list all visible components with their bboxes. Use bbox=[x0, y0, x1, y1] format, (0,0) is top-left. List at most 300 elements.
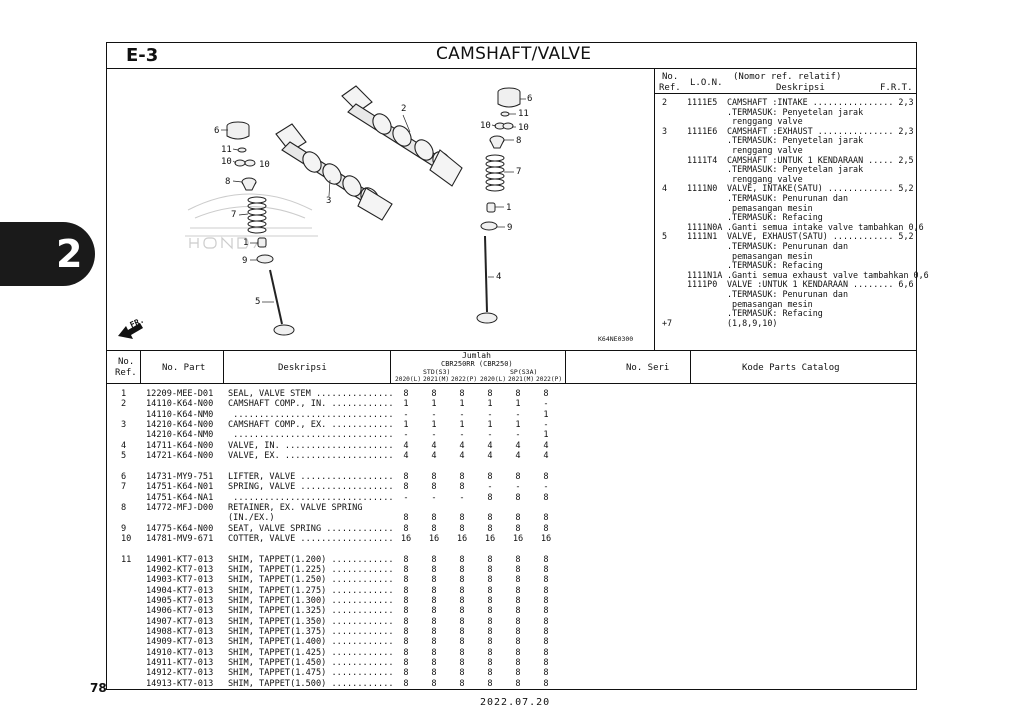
row-part-no: 14751-K64-NA1 bbox=[146, 492, 214, 503]
ref-line-desc: .TERMASUK: Penurunan dan bbox=[727, 193, 849, 203]
callout-9: 9 bbox=[242, 256, 248, 266]
ref-line-desc: VALVE :UNTUK 1 KENDARAAN ........ 6,6 bbox=[727, 279, 914, 290]
row-quantity: 8 bbox=[543, 678, 549, 689]
row-description: LIFTER, VALVE .................. bbox=[228, 471, 394, 482]
table-row bbox=[0, 544, 1024, 554]
table-row bbox=[0, 420, 1024, 430]
row-quantity: 8 bbox=[487, 596, 493, 606]
row-quantity: 8 bbox=[431, 482, 437, 493]
row-quantity: 1 bbox=[487, 420, 493, 431]
chapter-tab-number: 2 bbox=[56, 232, 83, 276]
row-quantity: 4 bbox=[515, 440, 521, 451]
row-quantity: 8 bbox=[487, 647, 493, 658]
row-description: VALVE, EX. ..................... bbox=[228, 451, 394, 462]
row-quantity: 16 bbox=[428, 533, 440, 544]
row-quantity: 8 bbox=[459, 471, 465, 482]
row-part-no: 14775-K64-N00 bbox=[146, 523, 214, 534]
row-quantity: - bbox=[459, 409, 465, 420]
callout-10: 10 bbox=[221, 157, 232, 167]
row-quantity: 8 bbox=[487, 606, 493, 617]
ref-line-no: 4 bbox=[662, 183, 668, 194]
diagram-code: K64NE0300 bbox=[598, 335, 634, 343]
row-quantity: - bbox=[515, 409, 521, 420]
row-quantity: 8 bbox=[543, 637, 549, 648]
row-part-no: 14905-KT7-013 bbox=[146, 596, 214, 606]
ref-line-lon: 1111N0 bbox=[687, 183, 718, 194]
row-quantity: 8 bbox=[487, 554, 493, 565]
row-quantity: 8 bbox=[543, 606, 549, 617]
table-row bbox=[0, 658, 1024, 668]
row-quantity: 8 bbox=[487, 627, 493, 638]
ref-header-ref: Ref. bbox=[659, 83, 681, 93]
row-part-no: 14903-KT7-013 bbox=[146, 575, 214, 586]
row-quantity: 8 bbox=[487, 585, 493, 596]
row-quantity: 8 bbox=[515, 606, 521, 617]
row-quantity: 1 bbox=[459, 420, 465, 431]
row-quantity: 8 bbox=[431, 668, 437, 679]
row-quantity: 8 bbox=[515, 513, 521, 524]
table-row bbox=[0, 441, 1024, 451]
ref-header-desc: Deskripsi bbox=[776, 83, 825, 93]
row-part-no: 14907-KT7-013 bbox=[146, 616, 214, 627]
ref-line-desc: renggang valve bbox=[727, 145, 803, 155]
row-quantity: 4 bbox=[515, 451, 521, 462]
row-quantity: - bbox=[431, 430, 437, 441]
row-quantity: - bbox=[431, 409, 437, 420]
row-quantity: 8 bbox=[515, 596, 521, 606]
year-header: 2020(L) bbox=[395, 376, 422, 383]
row-quantity: 8 bbox=[487, 658, 493, 669]
row-quantity: 8 bbox=[515, 471, 521, 482]
row-quantity: - bbox=[403, 409, 409, 420]
front-label: FR. bbox=[128, 315, 146, 330]
row-description: SHIM, TAPPET(1.350) ............ bbox=[228, 616, 394, 627]
row-ref-no: 8 bbox=[121, 502, 127, 513]
ref-line-desc: VALVE, EXHAUST(SATU) ............ 5,2 bbox=[727, 231, 914, 242]
ref-line-no: 2 bbox=[662, 97, 668, 107]
row-description: SHIM, TAPPET(1.200) ............ bbox=[228, 554, 394, 565]
row-quantity: 8 bbox=[515, 678, 521, 689]
row-part-no: 14913-KT7-013 bbox=[146, 678, 214, 689]
row-quantity: - bbox=[487, 482, 493, 493]
callout-10: 10 bbox=[518, 123, 529, 133]
row-part-no: 14910-KT7-013 bbox=[146, 647, 214, 658]
row-quantity: - bbox=[487, 430, 493, 441]
row-quantity: 8 bbox=[515, 575, 521, 586]
row-quantity: 8 bbox=[403, 389, 409, 399]
row-ref-no: 2 bbox=[121, 399, 127, 410]
row-quantity: 1 bbox=[543, 409, 549, 420]
row-description: SHIM, TAPPET(1.300) ............ bbox=[228, 596, 394, 606]
row-quantity: 8 bbox=[431, 606, 437, 617]
row-quantity: 8 bbox=[515, 627, 521, 638]
row-quantity: 8 bbox=[515, 492, 521, 503]
row-description: VALVE, IN. ..................... bbox=[228, 440, 394, 451]
row-quantity: 8 bbox=[459, 575, 465, 586]
row-quantity: - bbox=[431, 492, 437, 503]
ref-line-no: +7 bbox=[662, 317, 673, 328]
row-quantity: 8 bbox=[543, 647, 549, 658]
row-quantity: 4 bbox=[487, 440, 493, 451]
table-row bbox=[0, 472, 1024, 482]
row-description: SPRING, VALVE .................. bbox=[228, 482, 394, 493]
row-part-no: 14731-MY9-751 bbox=[146, 471, 214, 482]
row-quantity: 8 bbox=[459, 668, 465, 679]
camshaft-exhaust bbox=[276, 124, 392, 220]
row-quantity: 1 bbox=[487, 399, 493, 410]
row-quantity: 8 bbox=[431, 554, 437, 565]
row-quantity: 4 bbox=[431, 440, 437, 451]
ref-line-lon: 1111T4 bbox=[687, 154, 718, 165]
row-quantity: 1 bbox=[403, 399, 409, 410]
table-row bbox=[0, 482, 1024, 492]
callout-6: 6 bbox=[527, 94, 533, 104]
print-date: 2022.07.20 bbox=[480, 697, 551, 708]
row-quantity: 8 bbox=[543, 585, 549, 596]
row-quantity: 8 bbox=[515, 389, 521, 399]
row-description: SHIM, TAPPET(1.500) ............ bbox=[228, 678, 394, 689]
row-part-no: 14751-K64-N01 bbox=[146, 482, 214, 493]
row-quantity: 8 bbox=[431, 637, 437, 648]
row-quantity: 8 bbox=[543, 389, 549, 399]
table-row bbox=[0, 534, 1024, 544]
callout-2: 2 bbox=[401, 104, 407, 114]
year-header: 2021(M) bbox=[423, 376, 450, 383]
row-part-no: 14210-K64-N00 bbox=[146, 420, 214, 431]
row-quantity: 8 bbox=[403, 596, 409, 606]
row-part-no: 14912-KT7-013 bbox=[146, 668, 214, 679]
row-quantity: 8 bbox=[403, 554, 409, 565]
ref-line-desc: renggang valve bbox=[727, 173, 803, 184]
row-part-no: 14781-MV9-671 bbox=[146, 533, 214, 544]
parts-header-no-part: No. Part bbox=[162, 363, 206, 373]
row-description: SHIM, TAPPET(1.400) ............ bbox=[228, 637, 394, 648]
table-row bbox=[0, 430, 1024, 440]
row-part-no: 14772-MFJ-D00 bbox=[146, 502, 214, 513]
ref-line-desc: pemasangan mesin bbox=[727, 202, 813, 213]
camshaft-intake bbox=[342, 86, 462, 186]
row-quantity: 8 bbox=[515, 647, 521, 658]
row-quantity: 8 bbox=[431, 647, 437, 658]
row-quantity: 8 bbox=[403, 575, 409, 586]
ref-line-desc: pemasangan mesin bbox=[727, 250, 813, 261]
ref-line-no: 5 bbox=[662, 231, 668, 242]
row-quantity: 8 bbox=[403, 513, 409, 524]
table-row bbox=[0, 493, 1024, 503]
row-quantity: 8 bbox=[459, 596, 465, 606]
row-quantity: 8 bbox=[431, 616, 437, 627]
row-part-no: 14210-K64-NM0 bbox=[146, 430, 214, 441]
table-row bbox=[0, 637, 1024, 647]
row-quantity: 1 bbox=[515, 420, 521, 431]
parts-header-kode: Kode Parts Catalog bbox=[742, 363, 840, 373]
row-quantity: 8 bbox=[403, 471, 409, 482]
row-quantity: 8 bbox=[459, 513, 465, 524]
table-row bbox=[0, 627, 1024, 637]
row-description: SHIM, TAPPET(1.475) ............ bbox=[228, 668, 394, 679]
table-row bbox=[0, 524, 1024, 534]
row-quantity: 1 bbox=[431, 420, 437, 431]
year-header: 2020(L) bbox=[480, 376, 507, 383]
row-quantity: 8 bbox=[431, 658, 437, 669]
table-row bbox=[0, 606, 1024, 616]
ref-line-desc: CAMSHAFT :EXHAUST ............... 2,3 bbox=[727, 125, 914, 136]
row-quantity: 8 bbox=[459, 606, 465, 617]
parts-header-std: STD(S3) bbox=[423, 368, 451, 376]
row-quantity: 8 bbox=[403, 616, 409, 627]
ref-line-lon: 1111N1A bbox=[687, 269, 723, 280]
row-quantity: 4 bbox=[459, 440, 465, 451]
row-quantity: 8 bbox=[487, 471, 493, 482]
row-part-no: 14904-KT7-013 bbox=[146, 585, 214, 596]
row-quantity: 8 bbox=[431, 575, 437, 586]
ref-line-desc: .TERMASUK: Penurunan dan bbox=[727, 241, 849, 251]
row-part-no: 14908-KT7-013 bbox=[146, 627, 214, 638]
callout-10: 10 bbox=[259, 160, 270, 170]
row-description: SHIM, TAPPET(1.225) ............ bbox=[228, 564, 394, 575]
row-quantity: 8 bbox=[459, 637, 465, 648]
row-quantity: 8 bbox=[459, 554, 465, 565]
row-quantity: 8 bbox=[459, 678, 465, 689]
table-row bbox=[0, 679, 1024, 689]
row-quantity: 8 bbox=[515, 554, 521, 565]
year-header: 2021(M) bbox=[508, 376, 535, 383]
ref-line-desc: .TERMASUK: Refacing bbox=[727, 260, 823, 271]
row-quantity: 8 bbox=[403, 678, 409, 689]
row-quantity: 8 bbox=[431, 471, 437, 482]
row-quantity: - bbox=[515, 482, 521, 493]
callout-6: 6 bbox=[214, 126, 220, 136]
row-ref-no: 10 bbox=[121, 533, 132, 544]
row-quantity: 8 bbox=[403, 585, 409, 596]
ref-line-desc: pemasangan mesin bbox=[727, 298, 813, 309]
row-quantity: 4 bbox=[487, 451, 493, 462]
row-quantity: 8 bbox=[543, 596, 549, 606]
callout-10: 10 bbox=[480, 121, 491, 131]
parts-header-deskripsi: Deskripsi bbox=[278, 363, 327, 373]
row-quantity: 8 bbox=[459, 627, 465, 638]
row-quantity: 4 bbox=[543, 451, 549, 462]
year-header: 2022(P) bbox=[536, 376, 563, 383]
row-description: SHIM, TAPPET(1.325) ............ bbox=[228, 606, 394, 617]
row-quantity: 8 bbox=[543, 575, 549, 586]
table-row bbox=[0, 503, 1024, 513]
page-number: 78 bbox=[90, 681, 107, 695]
row-quantity: 8 bbox=[431, 564, 437, 575]
row-ref-no: 11 bbox=[121, 554, 132, 565]
ref-line-desc: (1,8,9,10) bbox=[727, 317, 778, 328]
callout-7: 7 bbox=[516, 167, 522, 177]
row-quantity: - bbox=[515, 430, 521, 441]
ref-line-lon: 1111N1 bbox=[687, 231, 718, 242]
row-quantity: 1 bbox=[431, 399, 437, 410]
ref-line-desc: .TERMASUK: Refacing bbox=[727, 308, 823, 319]
row-quantity: 8 bbox=[403, 482, 409, 493]
row-part-no: 14906-KT7-013 bbox=[146, 606, 214, 617]
row-quantity: 8 bbox=[459, 585, 465, 596]
row-quantity: 8 bbox=[487, 616, 493, 627]
callout-8: 8 bbox=[516, 136, 522, 146]
callout-11: 11 bbox=[221, 145, 232, 155]
callout-3: 3 bbox=[326, 196, 332, 206]
table-row bbox=[0, 575, 1024, 585]
parts-header-sp: SP(S3A) bbox=[510, 368, 538, 376]
row-quantity: 4 bbox=[431, 451, 437, 462]
row-description: ............................... bbox=[228, 409, 394, 420]
ref-header-no: No. bbox=[662, 72, 679, 82]
row-quantity: 8 bbox=[459, 564, 465, 575]
row-part-no: 14909-KT7-013 bbox=[146, 637, 214, 648]
callout-9: 9 bbox=[507, 223, 513, 233]
table-row bbox=[0, 617, 1024, 627]
ref-header-frt: F.R.T. bbox=[880, 83, 913, 93]
ref-line-lon: 1111N0A bbox=[687, 221, 723, 232]
ref-header-lon: L.O.N. bbox=[690, 78, 723, 88]
row-description: CAMSHAFT COMP., IN. ............ bbox=[228, 399, 394, 410]
row-quantity: 8 bbox=[543, 523, 549, 534]
row-quantity: 8 bbox=[403, 658, 409, 669]
row-quantity: 8 bbox=[459, 616, 465, 627]
parts-header-jumlah: Jumlah bbox=[462, 351, 491, 360]
row-quantity: 8 bbox=[403, 637, 409, 648]
row-part-no: 14711-K64-N00 bbox=[146, 440, 214, 451]
row-ref-no: 3 bbox=[121, 420, 127, 431]
callout-8: 8 bbox=[225, 177, 231, 187]
row-quantity: 8 bbox=[459, 647, 465, 658]
table-row bbox=[0, 555, 1024, 565]
row-quantity: - bbox=[403, 430, 409, 441]
row-quantity: 4 bbox=[543, 440, 549, 451]
row-quantity: 8 bbox=[543, 554, 549, 565]
ref-line-desc: CAMSHAFT :INTAKE ................ 2,3 bbox=[727, 97, 914, 107]
row-quantity: 8 bbox=[543, 564, 549, 575]
row-quantity: 4 bbox=[403, 451, 409, 462]
ref-line-desc: .TERMASUK: Penyetelan jarak bbox=[727, 135, 864, 146]
table-row bbox=[0, 586, 1024, 596]
row-quantity: 8 bbox=[543, 627, 549, 638]
row-quantity: - bbox=[543, 482, 549, 493]
row-quantity: - bbox=[543, 420, 549, 431]
row-quantity: 8 bbox=[543, 668, 549, 679]
row-quantity: - bbox=[403, 492, 409, 503]
row-ref-no: 6 bbox=[121, 471, 127, 482]
row-quantity: 16 bbox=[456, 533, 468, 544]
row-description: SHIM, TAPPET(1.425) ............ bbox=[228, 647, 394, 658]
row-description: SHIM, TAPPET(1.275) ............ bbox=[228, 585, 394, 596]
row-quantity: 8 bbox=[515, 585, 521, 596]
row-quantity: 8 bbox=[487, 513, 493, 524]
row-description: SHIM, TAPPET(1.250) ............ bbox=[228, 575, 394, 586]
ref-header-nomor: (Nomor ref. relatif) bbox=[733, 72, 842, 82]
row-description: SHIM, TAPPET(1.450) ............ bbox=[228, 658, 394, 669]
row-description: SHIM, TAPPET(1.375) ............ bbox=[228, 627, 394, 638]
row-quantity: 1 bbox=[543, 430, 549, 441]
row-ref-no: 9 bbox=[121, 523, 127, 534]
parts-header-model: CBR250RR (CBR250) bbox=[441, 360, 513, 368]
row-ref-no: 5 bbox=[121, 451, 127, 462]
row-quantity: 8 bbox=[459, 482, 465, 493]
parts-header-no-seri: No. Seri bbox=[626, 363, 670, 373]
row-quantity: 4 bbox=[403, 440, 409, 451]
row-quantity: 8 bbox=[515, 658, 521, 669]
parts-header-no: No. bbox=[118, 357, 135, 367]
row-quantity: 4 bbox=[459, 451, 465, 462]
ref-line-desc: .TERMASUK: Refacing bbox=[727, 212, 823, 223]
row-part-no: 14902-KT7-013 bbox=[146, 564, 214, 575]
table-row bbox=[0, 461, 1024, 471]
row-description: ............................... bbox=[228, 492, 394, 503]
row-quantity: 8 bbox=[403, 668, 409, 679]
row-part-no: 12209-MEE-D01 bbox=[146, 389, 214, 399]
table-row bbox=[0, 399, 1024, 409]
row-quantity: 8 bbox=[403, 647, 409, 658]
table-row bbox=[0, 565, 1024, 575]
row-quantity: 8 bbox=[543, 471, 549, 482]
row-quantity: - bbox=[487, 409, 493, 420]
row-quantity: 1 bbox=[403, 420, 409, 431]
table-row bbox=[0, 451, 1024, 461]
table-row bbox=[0, 389, 1024, 399]
row-quantity: 8 bbox=[487, 637, 493, 648]
table-row bbox=[0, 648, 1024, 658]
ref-line-desc: .Ganti semua intake valve tambahkan 0,6 bbox=[727, 221, 924, 232]
callout-11: 11 bbox=[518, 109, 529, 119]
ref-line-desc: .TERMASUK: Penyetelan jarak bbox=[727, 164, 864, 175]
row-quantity: 1 bbox=[515, 399, 521, 410]
parts-header-ref: Ref. bbox=[115, 368, 137, 378]
row-description: COTTER, VALVE .................. bbox=[228, 533, 394, 544]
page-title: CAMSHAFT/VALVE bbox=[436, 44, 592, 64]
row-quantity: 8 bbox=[431, 523, 437, 534]
row-part-no: 14911-KT7-013 bbox=[146, 658, 214, 669]
row-quantity: 16 bbox=[540, 533, 552, 544]
row-description: SEAL, VALVE STEM ............... bbox=[228, 389, 394, 399]
row-quantity: 8 bbox=[459, 389, 465, 399]
callout-5: 5 bbox=[255, 297, 261, 307]
row-part-no: 14901-KT7-013 bbox=[146, 554, 214, 565]
row-quantity: 16 bbox=[400, 533, 412, 544]
row-ref-no: 7 bbox=[121, 482, 127, 493]
row-quantity: 8 bbox=[403, 523, 409, 534]
row-quantity: 8 bbox=[459, 658, 465, 669]
table-row bbox=[0, 513, 1024, 523]
ref-line-desc: VALVE, INTAKE(SATU) ............. 5,2 bbox=[727, 183, 914, 194]
row-part-no: 14721-K64-N00 bbox=[146, 451, 214, 462]
row-quantity: 8 bbox=[459, 523, 465, 534]
row-quantity: - bbox=[459, 430, 465, 441]
table-row bbox=[0, 668, 1024, 678]
row-quantity: 8 bbox=[487, 492, 493, 503]
row-quantity: 8 bbox=[431, 678, 437, 689]
row-description: SEAT, VALVE SPRING ............. bbox=[228, 523, 394, 534]
row-description: RETAINER, EX. VALVE SPRING bbox=[228, 502, 363, 513]
callout-1: 1 bbox=[506, 203, 512, 213]
row-quantity: 8 bbox=[543, 492, 549, 503]
table-row bbox=[0, 410, 1024, 420]
ref-line-lon: 1111P0 bbox=[687, 279, 718, 290]
row-quantity: 16 bbox=[484, 533, 496, 544]
ref-line-desc: .Ganti semua exhaust valve tambahkan 0,6 bbox=[727, 269, 929, 280]
row-quantity: 16 bbox=[512, 533, 524, 544]
ref-line-desc: .TERMASUK: Penyetelan jarak bbox=[727, 106, 864, 117]
row-quantity: 8 bbox=[515, 523, 521, 534]
row-quantity: 8 bbox=[431, 513, 437, 524]
row-part-no: 14110-K64-NM0 bbox=[146, 409, 214, 420]
row-ref-no: 1 bbox=[121, 389, 127, 399]
row-quantity: 8 bbox=[543, 513, 549, 524]
row-quantity: 8 bbox=[487, 523, 493, 534]
row-quantity: 8 bbox=[515, 637, 521, 648]
